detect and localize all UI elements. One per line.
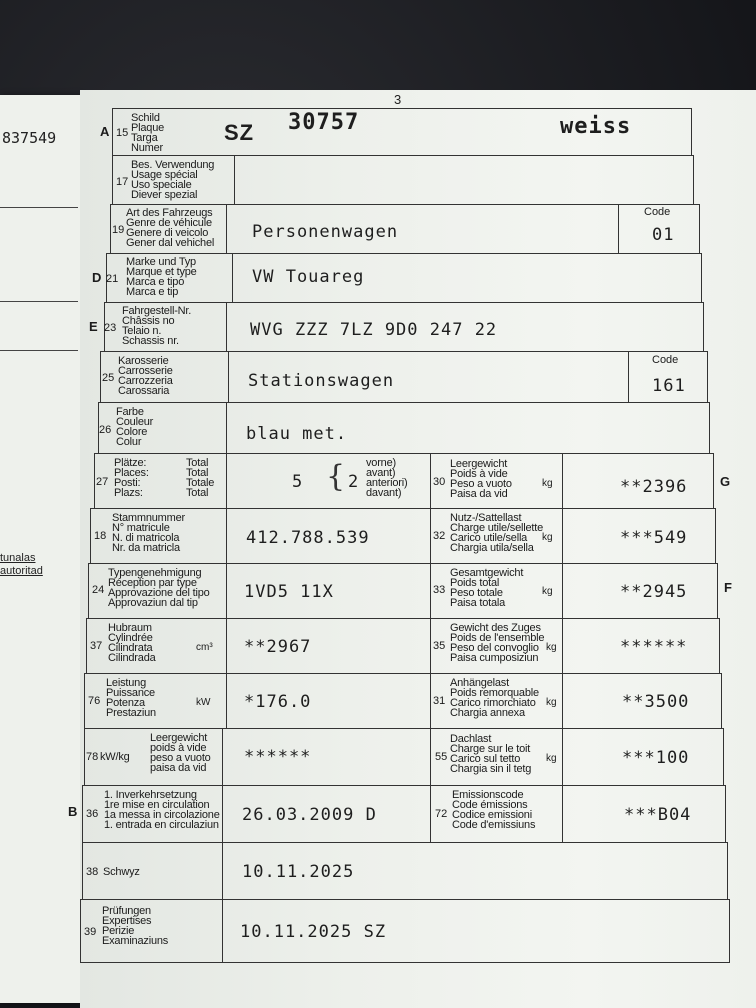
divider (222, 899, 223, 963)
field-letter-g: G (720, 474, 731, 489)
field-number: 17 (116, 176, 129, 188)
divider (226, 302, 227, 352)
make-model-value: VW Touareg (252, 267, 365, 287)
field-18-labels: Stammnummer N° matricule N. di matricola Nr. da matricla (112, 512, 185, 554)
field-33-labels: Gesamtgewicht Poids total Peso totale Paisa totala (450, 567, 524, 609)
empty-weight-value: **2396 (620, 477, 688, 497)
field-number: 38 (86, 866, 99, 878)
plate-number: 30757 (288, 110, 360, 135)
field-39-inspections (80, 899, 730, 963)
divider (562, 728, 563, 786)
divider (226, 402, 227, 454)
field-78-prefix: kW/kg (100, 751, 130, 763)
field-36-labels: 1. Inverkehrsetzung 1re mise en circulation 1a messa in circolazione 1. entrada en circulaziun (104, 789, 220, 831)
field-number: 19 (112, 224, 125, 236)
divider (430, 508, 431, 564)
field-72-labels: Emissionscode Code émissions Codice emissioni Code d'emissiuns (452, 789, 536, 831)
field-number: 27 (96, 476, 109, 488)
divider (0, 207, 78, 208)
body-type-value: Stationswagen (248, 371, 395, 391)
type-approval-value: 1VD5 11X (244, 582, 334, 602)
field-number: 39 (84, 926, 97, 938)
plate-canton: SZ (224, 120, 255, 145)
first-registration-value: 26.03.2009 D (242, 805, 377, 825)
field-27-front-labels: vorne) avant) anteriori) davant) (366, 457, 408, 499)
divider (0, 301, 78, 302)
issue-date-value: 10.11.2025 (242, 862, 355, 882)
field-number: 76 (88, 695, 101, 707)
divider (0, 350, 78, 351)
plate-color: weiss (560, 114, 632, 139)
field-number: 72 (435, 808, 448, 820)
field-25-labels: Karosserie Carrosserie Carrozzeria Carossaria (118, 355, 173, 397)
code-label: Code (652, 354, 679, 366)
code-label: Code (644, 206, 671, 218)
power-weight-ratio-value: ****** (244, 747, 312, 767)
divider (430, 563, 431, 619)
field-letter-a: A (100, 124, 110, 139)
field-number: 55 (435, 751, 448, 763)
divider (430, 785, 431, 843)
left-text-fragment-2: autoritad (0, 565, 43, 577)
field-24-labels: Typengenehmigung Réception par type Approvazione del tipo Approvaziun dal tip (108, 567, 210, 609)
divider (222, 728, 223, 786)
field-26-labels: Farbe Couleur Colore Colur (116, 406, 154, 448)
field-27-total-labels: Total Total Totale Total (186, 457, 215, 499)
field-number: 36 (86, 808, 99, 820)
vehicle-type-code: 01 (652, 225, 675, 245)
field-number: 24 (92, 584, 105, 596)
payload-value: ***549 (620, 528, 688, 548)
unit-label: cm³ (196, 642, 213, 653)
divider (430, 453, 431, 509)
divider (430, 618, 431, 674)
unit-label: kg (546, 753, 557, 764)
body-type-code: 161 (652, 376, 686, 396)
field-31-labels: Anhängelast Poids remorquable Carico rimorchiato Chargia annexa (450, 677, 539, 719)
unit-label: kg (546, 697, 557, 708)
emission-code-value: ***B04 (624, 805, 692, 825)
roof-load-value: ***100 (622, 748, 690, 768)
unit-label: kg (542, 532, 553, 543)
field-15-labels: Schild Plaque Targa Numer (131, 112, 165, 154)
field-78-labels: Leergewicht poids à vide peso a vuoto paisa da vid (150, 732, 211, 774)
master-number-value: 412.788.539 (246, 528, 370, 548)
field-number: 30 (433, 476, 446, 488)
field-number: 26 (99, 424, 112, 436)
field-35-labels: Gewicht des Zuges Poids de l'ensemble Peso del convoglio Paisa cumposiziun (450, 622, 545, 664)
divider (562, 618, 563, 674)
divider (562, 453, 563, 509)
unit-label: kg (542, 478, 553, 489)
power-value: *176.0 (244, 692, 312, 712)
color-value: blau met. (246, 424, 348, 444)
divider (234, 155, 235, 205)
divider (226, 508, 227, 564)
field-letter-e: E (89, 319, 98, 334)
divider (226, 204, 227, 254)
divider (222, 785, 223, 843)
field-26-color (98, 402, 710, 454)
divider (430, 673, 431, 729)
field-37-labels: Hubraum Cylindrée Cilindrata Cilindrada (108, 622, 156, 664)
unit-label: kg (546, 642, 557, 653)
divider (226, 563, 227, 619)
field-letter-d: D (92, 270, 102, 285)
left-adjacent-page (0, 95, 81, 1003)
unit-label: kg (542, 586, 553, 597)
field-number: 37 (90, 640, 103, 652)
brace-symbol: { (326, 459, 346, 494)
seats-front-value: 2 (348, 472, 360, 492)
field-32-labels: Nutz-/Sattellast Charge utile/sellette Carico utile/sella Chargia utila/sella (450, 512, 544, 554)
divider (618, 204, 619, 254)
field-number: 78 (86, 751, 99, 763)
left-page-number-fragment: 837549 (2, 129, 57, 147)
field-21-labels: Marke und Typ Marque et type Marca e tipo Marca e tip (126, 256, 197, 298)
divider (222, 842, 223, 900)
divider (430, 728, 431, 786)
field-letter-f: F (724, 580, 732, 595)
divider (628, 351, 629, 403)
divider (562, 508, 563, 564)
gross-weight-value: **2945 (620, 582, 688, 602)
field-39-labels: Prüfungen Expertises Perizie Examinaziuns (102, 905, 169, 947)
train-weight-value: ****** (620, 637, 688, 657)
field-number: 21 (106, 273, 119, 285)
inspection-date-value: 10.11.2025 SZ (240, 922, 387, 942)
field-30-labels: Leergewicht Poids à vide Peso a vuoto Paisa da vid (450, 458, 512, 500)
field-25-body (100, 351, 708, 403)
displacement-value: **2967 (244, 637, 312, 657)
field-number: 31 (433, 695, 446, 707)
divider (226, 618, 227, 674)
field-number: 33 (433, 584, 446, 596)
field-76-labels: Leistung Puissance Potenza Prestaziun (106, 677, 156, 719)
field-number: 18 (94, 530, 107, 542)
towing-load-value: **3500 (622, 692, 690, 712)
seats-total-value: 5 (292, 472, 304, 492)
field-letter-b: B (68, 804, 78, 819)
divider (226, 453, 227, 509)
field-55-labels: Dachlast Charge sur le toit Carico sul tetto Chargia sin il tetg (450, 733, 532, 775)
field-27-labels: Plätze: Places: Posti: Plazs: (114, 457, 149, 499)
divider (232, 253, 233, 303)
divider (226, 673, 227, 729)
vehicle-type-value: Personenwagen (252, 222, 399, 242)
field-number: 23 (104, 322, 117, 334)
divider (562, 673, 563, 729)
field-number: 25 (102, 372, 115, 384)
field-number: 35 (433, 640, 446, 652)
divider (562, 785, 563, 843)
field-17-labels: Bes. Verwendung Usage spécial Uso speciale Diever spezial (131, 159, 215, 201)
chassis-number-value: WVG ZZZ 7LZ 9D0 247 22 (250, 320, 498, 340)
page-number: 3 (394, 92, 402, 107)
divider (562, 563, 563, 619)
field-number: 32 (433, 530, 446, 542)
field-38-label: Schwyz (103, 866, 140, 878)
left-text-fragment-1: tunalas (0, 552, 36, 564)
divider (228, 351, 229, 403)
field-number: 15 (116, 127, 129, 139)
unit-label: kW (196, 697, 211, 708)
field-38-issue (82, 842, 728, 900)
field-23-labels: Fahrgestell-Nr. Châssis no Telaio n. Schassis nr. (122, 305, 192, 347)
field-19-labels: Art des Fahrzeugs Genre de véhicule Genere di veicolo Gener dal vehichel (126, 207, 215, 249)
